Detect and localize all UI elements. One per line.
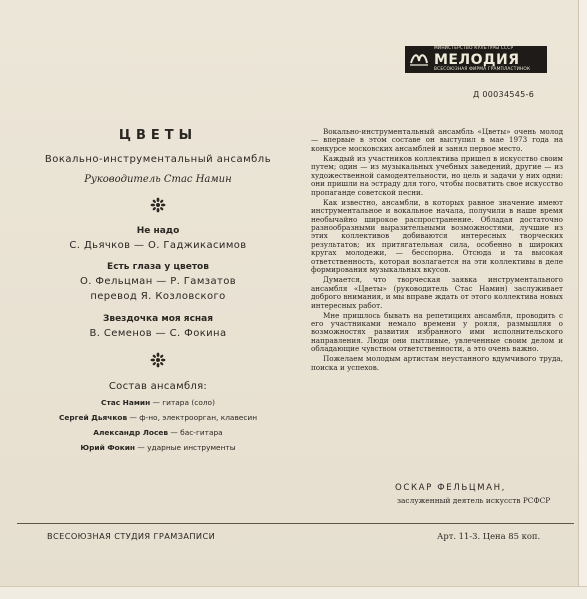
song-credit: О. Фельцман — Р. Гамзатов — [79, 276, 237, 287]
member-role: — гитара (соло) — [150, 398, 215, 407]
lineup-heading: Состав ансамбля: — [108, 381, 208, 392]
member-line — [22, 398, 294, 407]
notes-paragraph: Мне пришлось бывать на репетициях ансамбля, проводить с его участниками немало времени у рояля, размышляя о возможностях развития избранного ими исполнительского направления. Люди они пытливые, увлеченные своим делом и обладающие чувством ответственности, а это очень важно. — [311, 310, 563, 354]
member-role: — ударные инструменты — [135, 443, 236, 452]
member-name: Александр Лосев — [93, 428, 169, 437]
album-subtitle: Вокально-инструментальный ансамбль — [44, 154, 272, 165]
member-name: Юрий Фокин — [80, 443, 136, 452]
left-column — [22, 128, 294, 452]
flower-ornament-icon — [150, 197, 166, 213]
song-credit: С. Дьячков — О. Гаджикасимов — [69, 240, 247, 251]
logo-firm-text: ВСЕСОЮЗНАЯ ФИРМА ГРАМПЛАСТИНОК — [434, 66, 531, 72]
notes-paragraph: Как известно, ансамбли, в которых равное значение имеют инструментальное и вокальное начала, получили в наше время необычайно широкое распространение. Обладая достаточно разнообразными выразительными возможностями, лучшие из этих коллективов добиваются интересных творческих результатов; их притягательная сила, особенно в широких кругах молодежи, — бесспорна. Отсюда и та высокая ответственность, которая возлагается на эти коллективы в деле формирования музыкальных вкусов. — [311, 197, 563, 275]
catalog-number: Д 00034545-6 — [473, 90, 535, 99]
song-title: Не надо — [136, 226, 180, 236]
member-role: — ф-но, электроорган, клавесин — [127, 413, 258, 422]
song-credit: В. Семенов — С. Фокина — [89, 328, 227, 339]
author-signature-title: заслуженный деятель искусств РСФСР — [397, 496, 551, 505]
author-signature-name: ОСКАР ФЕЛЬЦМАН, — [395, 483, 507, 493]
sleeve-edge — [578, 0, 587, 599]
footer-divider — [17, 523, 574, 524]
liner-notes — [311, 128, 563, 374]
member-role: — бас-гитара — [168, 428, 223, 437]
member-line — [22, 443, 294, 452]
member-name: Стас Намин — [101, 398, 151, 407]
notes-paragraph: Думается, что творческая заявка инструментального ансамбля «Цветы» (руководитель Стас Намин) заслуживает доброго внимания, и мы вправе ждать от этого коллектива новых интересных работ. — [311, 275, 563, 310]
melodiya-logo — [405, 46, 547, 73]
member-line — [22, 413, 294, 422]
flower-ornament-icon — [150, 352, 166, 368]
notes-paragraph: Каждый из участников коллектива пришел в искусство своим путем; один — из музыкальных учебных заведений, другие — из художественной самодеятельности, но цель и задачи у них одни: они пришли на эстраду для того, чтобы посвятить свое искусство пропаганде советской песни. — [311, 153, 563, 197]
album-title: ЦВЕТЫ — [118, 128, 198, 143]
song-title: Есть глаза у цветов — [107, 262, 209, 272]
logo-brand-name: МЕЛОДИЯ — [434, 51, 520, 68]
notes-paragraph: Вокально-инструментальный ансамбль «Цветы» очень молод — впервые в этом составе он выступил в мае 1973 года на конкурсе московских ансамблей и занял первое место. — [311, 127, 563, 153]
logo-ministry-text: МИНИСТЕРСТВО КУЛЬТУРЫ СССР — [434, 46, 514, 52]
notes-paragraph: Пожелаем молодым артистам неустанного вдумчивого труда, поиска и успехов. — [311, 354, 563, 372]
member-name: Сергей Дьячков — [58, 413, 128, 422]
song-title: Звездочка моя ясная — [102, 314, 213, 324]
sleeve-bottom-edge — [0, 586, 587, 599]
member-line — [22, 428, 294, 437]
director-line: Руководитель Стас Намин — [84, 174, 232, 185]
melodiya-emblem-icon — [408, 49, 430, 71]
article-price: Арт. 11-3. Цена 85 коп. — [437, 531, 541, 541]
studio-name: ВСЕСОЮЗНАЯ СТУДИЯ ГРАМЗАПИСИ — [47, 531, 216, 541]
song-translation-credit: перевод Я. Козловского — [90, 291, 226, 302]
